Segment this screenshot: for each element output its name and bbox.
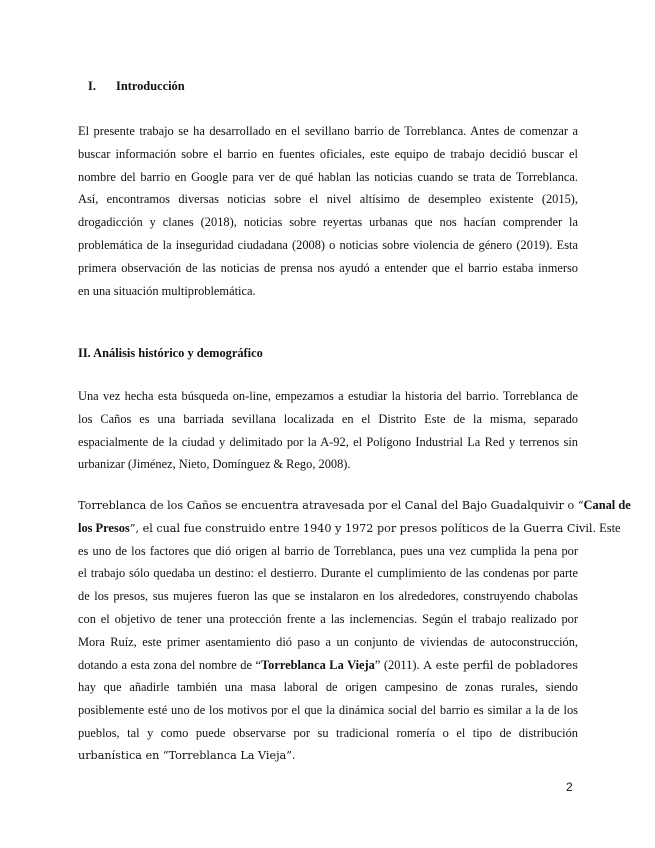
- paragraph-line: Mora Ruíz, este primer asentamiento dió paso a un conjunto de viviendas de autoconstrucción,: [78, 634, 578, 649]
- text-run-bold: Torreblanca La Vieja: [261, 657, 375, 672]
- paragraph-line: en una situación multiproblemática.: [78, 283, 256, 298]
- paragraph-line: de los presos, sus mujeres fueron las que se instalaron en los alrededores, construyendo chabolas: [78, 589, 578, 604]
- paragraph-line: espacialmente de la ciudad y delimitado por la A-92, el Polígono Industrial La Red y terrenos sin: [78, 434, 578, 449]
- paragraph-line: con el objetivo de tener una protección frente a las inclemencias. Según el trabajo realizado por: [78, 611, 578, 626]
- paragraph-line: es uno de los factores que dió origen al barrio de Torreblanca, pues una vez cumplida la pena por: [78, 543, 578, 558]
- paragraph-line: primera observación de las noticias de prensa nos ayudó a entender que el barrio estaba inmerso: [78, 260, 578, 275]
- section-number: I.: [88, 79, 96, 93]
- paragraph-line: [78, 654, 578, 677]
- text-run-bold: Canal de: [583, 498, 631, 512]
- paragraph-line: hay que añadirle también una masa laboral de origen campesino de zonas rurales, siendo: [78, 680, 578, 695]
- section-heading-introduccion: [78, 79, 185, 94]
- paragraph-line: posiblemente esté uno de los motivos por el que la dinámica social del barrio es similar a la de los: [78, 703, 578, 718]
- paragraph-line: pueblos, tal y como puede observarse por su tradicional romería o el tipo de distribución: [78, 725, 578, 740]
- paragraph-line: urbanística en “Torreblanca La Vieja”.: [78, 748, 296, 762]
- intro-paragraph: [78, 120, 578, 302]
- text-run: A este perfil de pobladores: [419, 658, 578, 672]
- canal-paragraph: [78, 494, 631, 768]
- text-run: Este: [596, 520, 621, 535]
- paragraph-line: El presente trabajo se ha desarrollado en el sevillano barrio de Torreblanca. Antes de comenzar a: [78, 124, 578, 138]
- text-run-bold: los Presos: [78, 520, 130, 535]
- paragraph-line: urbanizar (Jiménez, Nieto, Domínguez & Rego, 2008).: [78, 457, 351, 472]
- text-run: ” (2011).: [374, 657, 420, 672]
- paragraph-line: los Caños es una barriada sevillana localizada en el Distrito Este de la misma, separado: [78, 411, 578, 426]
- paragraph-line: Así, encontramos diversas noticias sobre el nivel altísimo de desempleo existente (2015),: [78, 192, 578, 207]
- section-heading-analisis: II. Análisis histórico y demográfico: [78, 346, 263, 360]
- text-run: Torreblanca de los Caños se encuentra atravesada por el Canal del Bajo Guadalquivir o “: [78, 499, 584, 512]
- text-run: dotando a esta zona del nombre de “: [78, 657, 262, 672]
- history-paragraph: [78, 385, 578, 476]
- paragraph-line: Una vez hecha esta búsqueda on-line, empezamos a estudiar la historia del barrio. Torreblanca de: [78, 389, 578, 403]
- text-run: ”, el cual fue construido entre 1940 y 1972 por presos políticos de la Guerra Civil.: [129, 521, 597, 535]
- page-number: 2: [566, 780, 573, 794]
- paragraph-line: [78, 517, 621, 540]
- paragraph-line: drogadicción y clanes (2018), noticias sobre reyertas urbanas que nos hacían comprender la: [78, 215, 578, 230]
- paragraph-line: [78, 494, 631, 517]
- paragraph-line: buscar información sobre el barrio en fuentes oficiales, este equipo de trabajo decidió buscar el: [78, 146, 578, 161]
- paragraph-line: el trabajo sólo quedaba un destino: el destierro. Durante el cumplimiento de las condenas por parte: [78, 566, 578, 581]
- section-title: Introducción: [116, 79, 185, 93]
- paragraph-line: nombre del barrio en Google para ver de qué hablan las noticias cuando se trata de Torreblanca.: [78, 169, 578, 184]
- paragraph-line: problemática de la inseguridad ciudadana (2008) o noticias sobre violencia de género (2019). Esta: [78, 237, 578, 252]
